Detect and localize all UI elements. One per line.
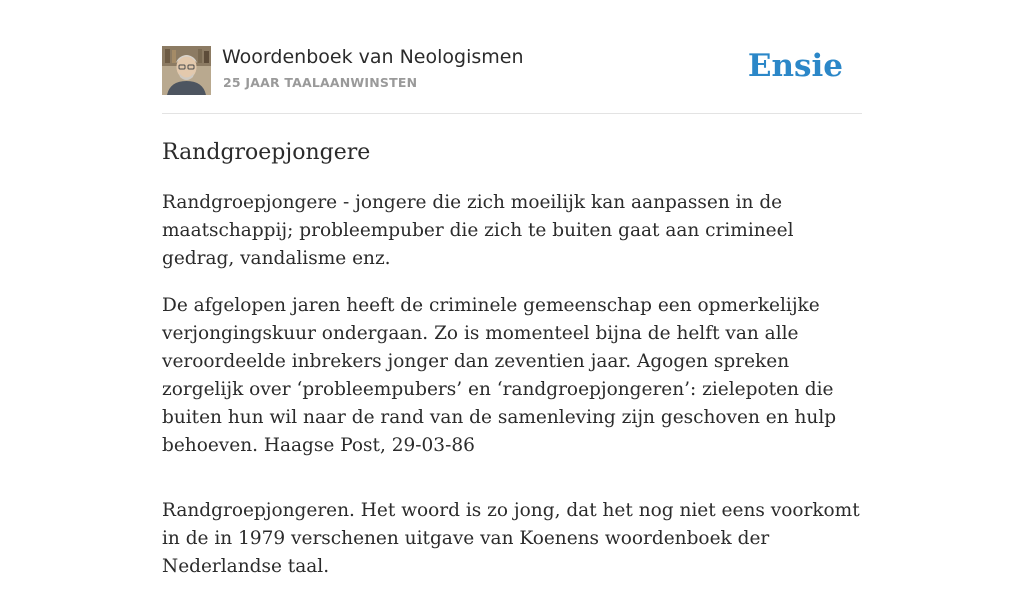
note-paragraph: Randgroepjongeren. Het woord is zo jong, dat het nog niet eens voorkomt in de in 1979 verschenen uitgave van Koenens woordenboek der Nederlandse taal. — [162, 500, 860, 577]
article-title: Randgroepjongere — [162, 140, 371, 165]
blog-header — [162, 46, 862, 114]
blog-subtitle: 25 JAAR TAALAANWINSTEN — [223, 75, 418, 90]
author-portrait-icon — [162, 46, 211, 95]
article-body — [162, 189, 862, 581]
blog-title[interactable]: Woordenboek van Neologismen — [222, 46, 524, 68]
content-container — [162, 46, 862, 600]
definition-paragraph: Randgroepjongere - jongere die zich moeilijk kan aanpassen in de maatschappij; probleempuber die zich te buiten gaat aan crimineel gedrag, vandalisme enz. — [162, 192, 794, 269]
quote-paragraph: De afgelopen jaren heeft de criminele gemeenschap een opmerkelijke verjongingskuur ondergaan. Zo is momenteel bijna de helft van alle veroordeelde inbrekers jonger dan zeventien jaar. Agogen spreken zorgelijk over ‘probleempubers’ en ‘randgroepjongeren’: zielepoten die buiten hun wil naar de rand van de samenleving zijn geschoven en hulp behoeven. Haagse Post, 29-03-86 — [162, 295, 837, 456]
avatar[interactable] — [162, 46, 211, 95]
brand-logo[interactable]: Ensie — [747, 48, 843, 84]
